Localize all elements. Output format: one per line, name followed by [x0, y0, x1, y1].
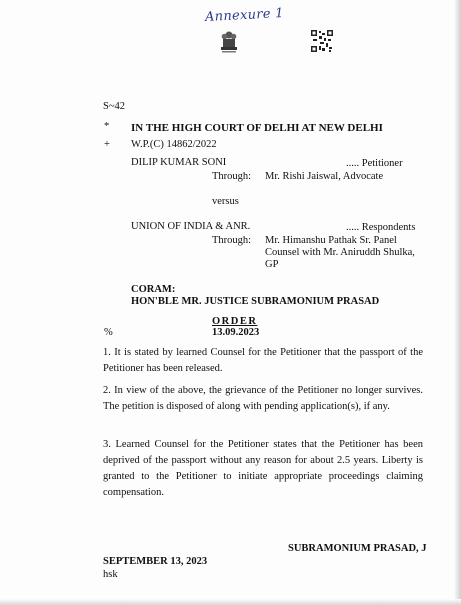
case-code: S~42	[103, 101, 126, 112]
state-emblem-icon	[218, 30, 240, 56]
respondent-counsel-line: Counsel with Mr. Aniruddh Shulka,	[265, 247, 415, 258]
marker-star: *	[104, 121, 110, 132]
order-title: ORDER	[212, 316, 258, 327]
petitioner-name: DILIP KUMAR SONI	[131, 157, 227, 168]
order-paragraph-1: 1. It is stated by learned Counsel for the Petitioner that the passport of the Petitioner has been released.	[103, 347, 423, 374]
initials: hsk	[103, 569, 118, 580]
petitioner-through-label: Through:	[212, 171, 252, 182]
qr-code-icon	[311, 30, 333, 52]
handwritten-annotation: Annexure 1	[204, 5, 285, 26]
page-edge-shadow	[454, 0, 461, 605]
marker-percent: %	[104, 327, 113, 338]
versus-text: versus	[212, 196, 239, 207]
case-number: W.P.(C) 14862/2022	[131, 139, 217, 150]
footer-date: SEPTEMBER 13, 2023	[103, 556, 208, 567]
respondent-role: ..... Respondents	[346, 222, 416, 233]
judge-signature: SUBRAMONIUM PRASAD, J	[288, 543, 427, 554]
page-edge-shadow	[0, 599, 461, 605]
judge-line: HON'BLE MR. JUSTICE SUBRAMONIUM PRASAD	[131, 296, 380, 307]
order-paragraph-2: 2. In view of the above, the grievance of the Petitioner no longer survives. The petition is disposed of along with pending application(s), if any.	[103, 385, 423, 412]
order-paragraph-3: 3. Learned Counsel for the Petitioner states that the Petitioner has been deprived of the passport without any reason for about 2.5 years. Liberty is granted to the Petitioner to initiate appropriate proceedings claiming compensation.	[103, 439, 423, 498]
marker-plus: +	[104, 139, 110, 150]
respondent-counsel-line: GP	[265, 259, 279, 270]
petitioner-role: ..... Petitioner	[346, 158, 403, 169]
order-date: 13.09.2023	[212, 327, 260, 338]
respondent-through-label: Through:	[212, 235, 252, 246]
coram-label: CORAM:	[131, 284, 176, 295]
respondent-counsel-line: Mr. Himanshu Pathak Sr. Panel	[265, 235, 397, 246]
petitioner-counsel: Mr. Rishi Jaiswal, Advocate	[265, 171, 384, 182]
court-title: IN THE HIGH COURT OF DELHI AT NEW DELHI	[131, 122, 383, 134]
respondent-name: UNION OF INDIA & ANR.	[131, 221, 251, 232]
